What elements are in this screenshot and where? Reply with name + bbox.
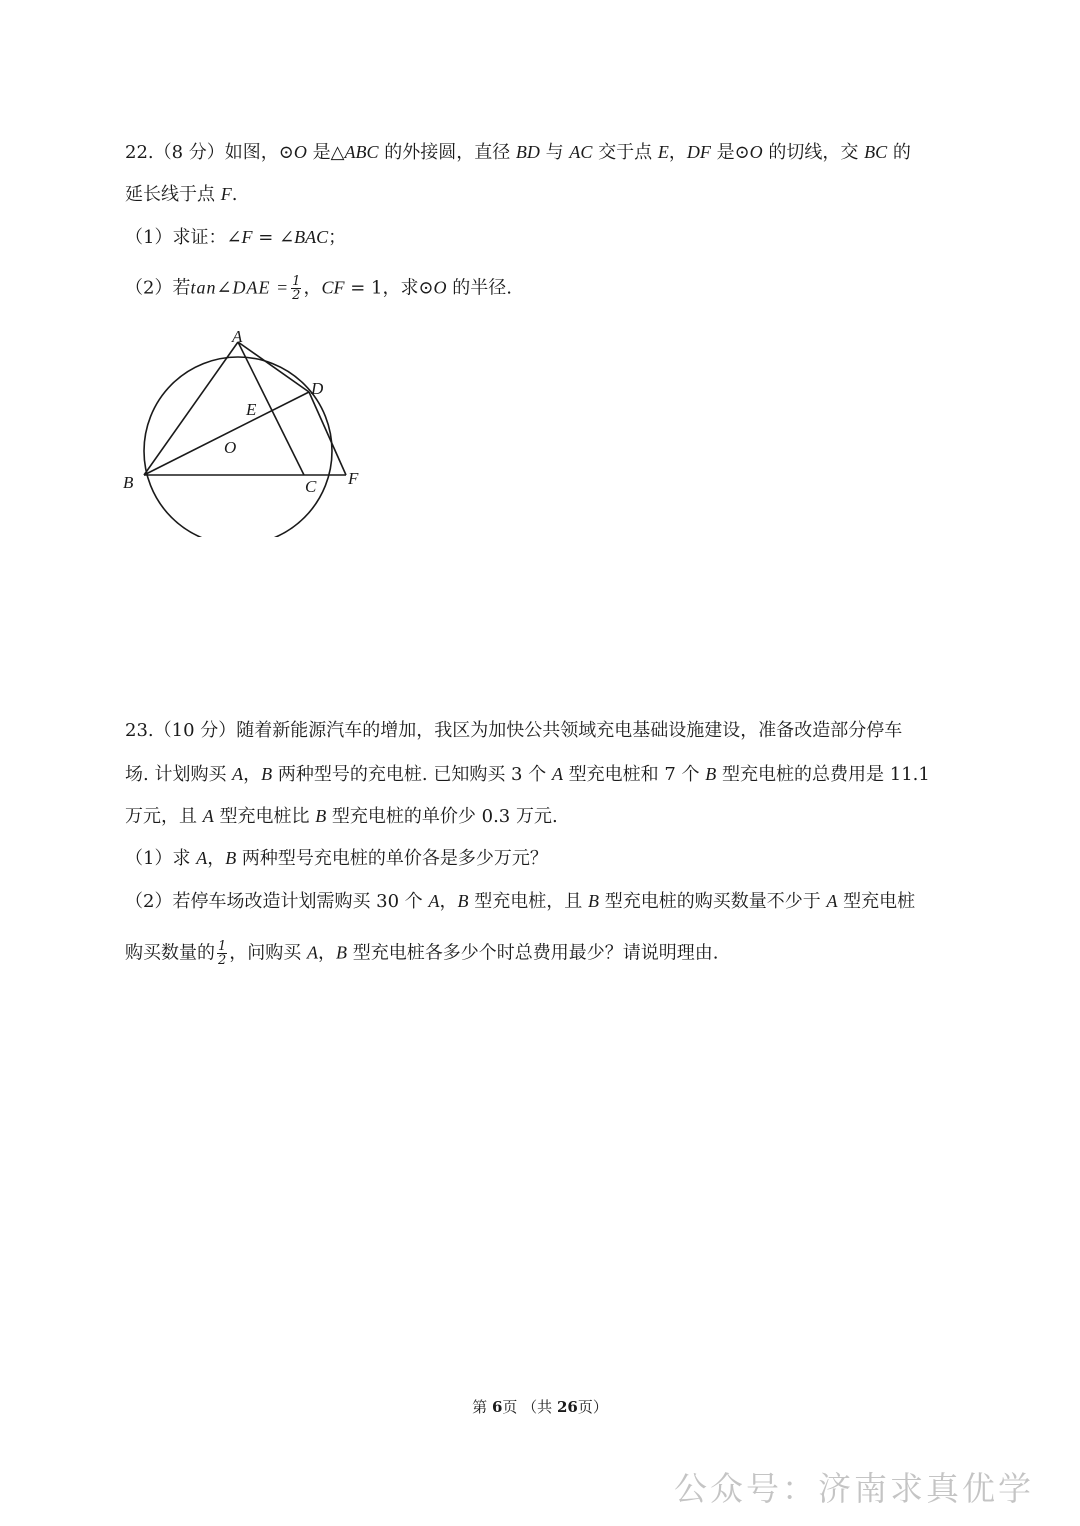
label-O: O [224,438,237,457]
label-E: E [246,400,257,419]
label-A: A [232,327,243,346]
tangent-DF [309,392,346,475]
q23-part2: （2）若停车场改造计划需购买 30 个 A，B 型充电桩，且 B 型充电桩的购买数量不少于 A 型充电桩 [125,891,916,912]
label-C: C [305,477,317,496]
page-total: 26 [556,1398,578,1416]
q22-part1: （1）求证：∠F = ∠BAC； [125,227,347,248]
fraction-one-half: $\frac{1}{2}$ [218,939,227,968]
q23-part2-cont: 购买数量的 $\frac{1}{2}$ ，问购买 A，B 型充电桩各多少个时总费用最少？请说明理由. [125,939,719,968]
page-footer: 第 6页 （共 26页） [472,1398,608,1416]
q23-part1: （1）求 A，B 两种型号充电桩的单价各是多少万元？ [125,848,548,869]
q23-stem-line3: 万元，且 A 型充电桩比 B 型充电桩的单价少 0.3 万元. [125,806,558,827]
label-F: F [348,469,359,488]
q23-stem-line1: 23.（10 分）随着新能源汽车的增加，我区为加快公共领域充电基础设施建设，准备改造部分停车 [125,720,903,741]
q23-stem-line2: 场. 计划购买 A，B 两种型号的充电桩. 已知购买 3 个 A 型充电桩和 7 个 B 型充电桩的总费用是 11.1 [125,764,930,785]
page-number: 6 [491,1398,503,1416]
segment-AD [238,342,309,392]
q22-stem-line2: 延长线于点 F. [125,184,238,205]
geometry-figure [112,322,362,537]
label-D: D [311,379,324,398]
watermark: 公众号：济南求真优学 [674,1469,1034,1508]
circle-O [144,357,332,537]
label-B: B [123,473,134,492]
q22-part2: （2）若tan∠DAE = $\frac{1}{2}$ ，CF = 1，求⊙O 的半径. [125,274,512,303]
q22-stem-line1: 22.（8 分）如图，⊙O 是△ABC 的外接圆，直径 BD 与 AC 交于点 E，DF 是⊙O 的切线，交 BC 的 [125,142,911,163]
fraction-one-half: $\frac{1}{2}$ [292,274,301,303]
